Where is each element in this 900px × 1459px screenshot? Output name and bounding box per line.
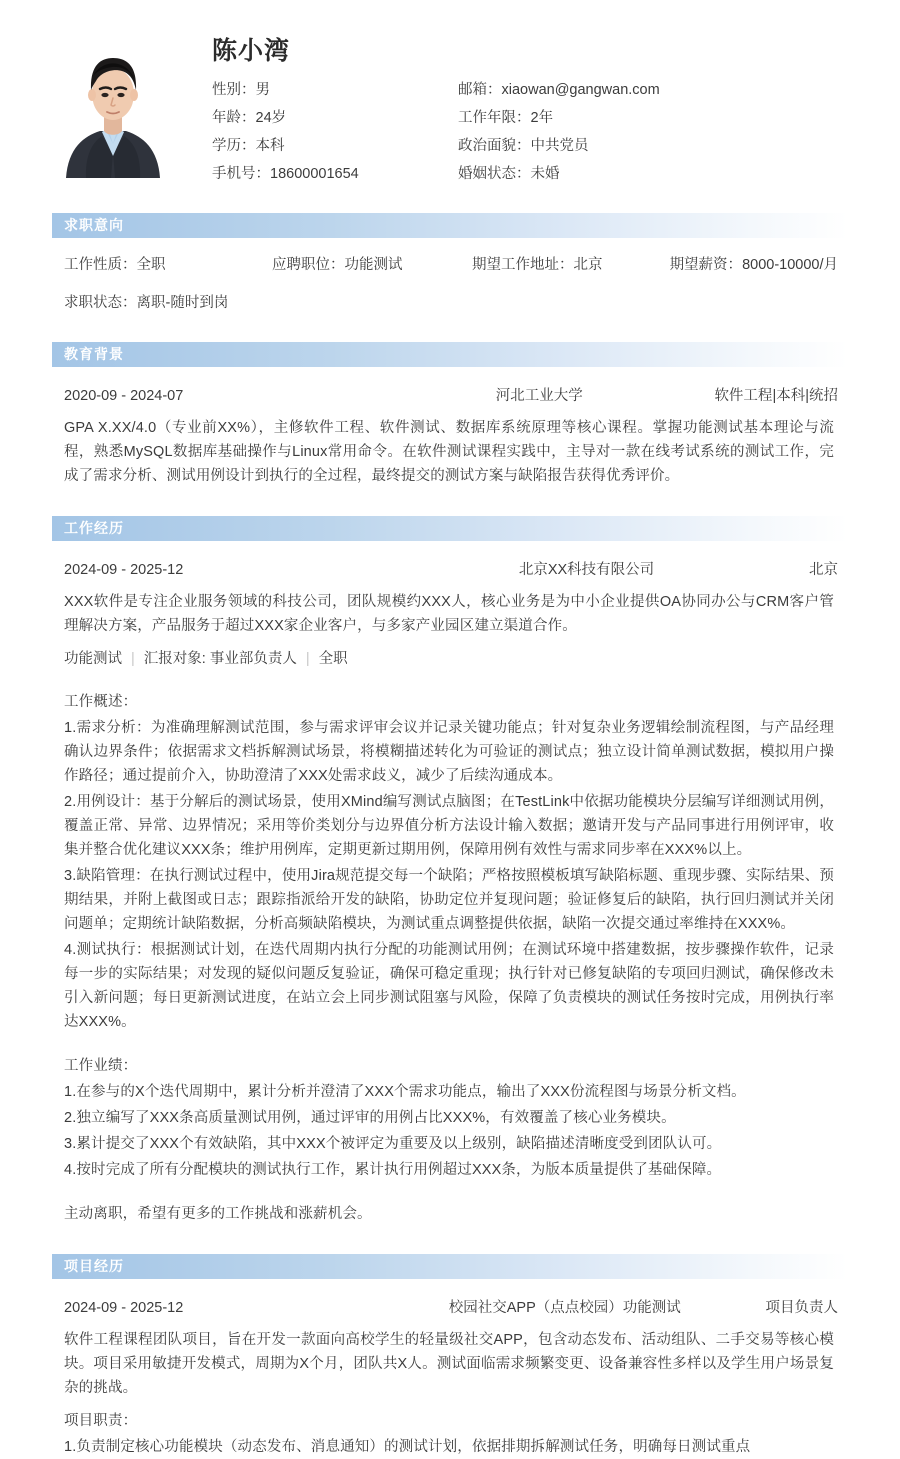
project-entry-head <box>52 1297 848 1319</box>
section-project <box>0 1254 900 1459</box>
job-intent-field <box>472 254 670 276</box>
profile-field-value: 中共党员 <box>530 137 589 154</box>
section-title-project: 项目经历 <box>64 1257 124 1274</box>
work-achievement-item: 1.在参与的X个迭代周期中，累计分析并澄清了XXX个需求功能点，输出了XXX份流程图与场景分析文档。 <box>64 1083 746 1100</box>
field-label: 期望工作地址： <box>472 256 574 273</box>
project-name: 校园社交APP（点点校园）功能测试 <box>448 1299 681 1316</box>
work-overview-title: 工作概述： <box>64 693 138 710</box>
profile-field <box>212 164 458 185</box>
field-label: 工作性质： <box>64 256 137 273</box>
profile-field-label: 性别： <box>212 81 256 98</box>
spacer <box>52 1034 848 1052</box>
profile-field-value: 24岁 <box>255 109 287 126</box>
profile-info-grid <box>212 80 848 185</box>
job-intent-field <box>64 292 272 314</box>
section-header-bar <box>52 213 848 238</box>
education-tag: 统招 <box>809 387 838 404</box>
section-title-education: 教育背景 <box>64 345 124 362</box>
job-intent-row-1 <box>52 254 848 276</box>
profile-field <box>458 164 848 185</box>
tag-separator: | <box>772 387 777 404</box>
field-label: 期望薪资： <box>669 256 743 273</box>
page-title: 陈小湾 <box>212 37 291 65</box>
work-date: 2024-09 - 2025-12 <box>64 561 184 578</box>
tag-separator: | <box>305 650 310 667</box>
profile-field <box>212 80 458 101</box>
field-label: 应聘职位： <box>272 256 345 273</box>
work-achievement-item: 4.按时完成了所有分配模块的测试执行工作，累计执行用例超过XXX条，为版本质量提供了基础保障。 <box>64 1161 722 1178</box>
profile-field-label: 工作年限： <box>458 109 531 126</box>
spacer <box>52 670 848 688</box>
avatar <box>52 32 174 178</box>
profile-field-value: 未婚 <box>530 165 560 182</box>
field-value: 离职-随时到岗 <box>136 294 229 311</box>
field-value: 北京 <box>573 256 603 273</box>
profile-field-value: xiaowan@gangwan.com <box>501 81 660 98</box>
work-location: 北京 <box>809 561 838 578</box>
work-overview-item: 4.测试执行：根据测试计划，在迭代周期内执行分配的功能测试用例；在测试环境中搭建数据，按步骤操作软件，记录每一步的实际结果；对发现的疑似问题反复验证，确保可稳定重现；执行针对已修复缺陷的专项回归测试，确保修改未引入新问题；每日更新测试进度，在站立会上同步测试阻塞与风险，保障了负责模块的测试任务按时完成，用例执行率达XXX%。 <box>64 941 834 1030</box>
tag-separator: | <box>805 387 809 404</box>
resume-header <box>0 0 900 185</box>
profile-field <box>212 136 458 157</box>
section-education <box>0 342 900 488</box>
work-company-description: XXX软件是专注企业服务领域的科技公司，团队规模约XXX人，核心业务是为中小企业提供OA协同办公与CRM客户管理解决方案，产品服务于超过XXX家企业客户，与多家产业园区建立渠道合作。 <box>64 593 834 634</box>
field-value: 8000-10000/月 <box>742 256 838 273</box>
education-tag: 本科 <box>776 387 806 404</box>
section-title-work: 工作经历 <box>64 519 124 536</box>
education-school: 河北工业大学 <box>495 387 583 404</box>
work-entry-head <box>52 559 848 581</box>
project-duty-item: 1.负责制定核心功能模块（动态发布、消息通知）的测试计划，依据排期拆解测试任务，明确每日测试重点 <box>64 1438 751 1455</box>
profile-field-label: 婚姻状态： <box>458 165 531 182</box>
profile-field-label: 年龄： <box>212 109 256 126</box>
profile-field-value: 18600001654 <box>270 165 359 182</box>
work-company: 北京XX科技有限公司 <box>518 561 655 578</box>
work-achievement-item: 3.累计提交了XXX个有效缺陷，其中XXX个被评定为重要及以上级别，缺陷描述清晰度受到团队认可。 <box>64 1135 722 1152</box>
work-overview-item: 2.用例设计：基于分解后的测试场景，使用XMind编写测试点脑图；在TestLink中依据功能模块分层编写详细测试用例，覆盖正常、异常、边界情况；采用等价类划分与边界值分析方法设计输入数据；邀请开发与产品同事进行用例评审，收集并整合优化建议XXX条；维护用例库，定期更新过期用例，保障用例有效性与需求同步率在XXX%以上。 <box>64 793 834 858</box>
section-header-bar <box>52 516 848 541</box>
job-intent-field <box>272 254 472 276</box>
field-value: 全职 <box>136 256 166 273</box>
project-description: 软件工程课程团队项目，旨在开发一款面向高校学生的轻量级社交APP，包含动态发布、活动组队、二手交易等核心模块。项目采用敏捷开发模式，周期为X个月，团队共X人。测试面临需求频繁变更、设备兼容性多样以及学生用户场景复杂的挑战。 <box>64 1331 834 1396</box>
field-label: 求职状态： <box>64 294 137 311</box>
work-tag: 全职 <box>318 650 348 667</box>
tag-separator: | <box>131 650 135 667</box>
education-date: 2020-09 - 2024-07 <box>64 387 184 404</box>
profile-field-value: 2年 <box>530 109 554 126</box>
job-intent-field <box>670 254 838 276</box>
profile-field <box>458 136 848 157</box>
header-details <box>174 30 848 185</box>
education-description: GPA X.XX/4.0（专业前XX%），主修软件工程、软件测试、数据库系统原理等核心课程。掌握功能测试基本理论与流程，熟悉MySQL数据库基础操作与Linux常用命令。在软件测试课程实践中，主导对一款在线考试系统的测试工作，完成了需求分析、测试用例设计到执行的全过程，最终提交的测试方案与缺陷报告获得优秀评价。 <box>64 419 834 484</box>
profile-field <box>458 80 848 101</box>
profile-field <box>212 108 458 129</box>
work-achievement-title: 工作业绩： <box>64 1057 138 1074</box>
profile-field-value: 本科 <box>255 137 285 154</box>
section-header-bar <box>52 342 848 367</box>
job-intent-field <box>64 254 272 276</box>
work-tags <box>52 648 848 670</box>
profile-field-label: 手机号： <box>212 165 270 182</box>
project-duty-title: 项目职责： <box>64 1412 138 1429</box>
profile-field-value: 男 <box>255 81 270 98</box>
field-value: 功能测试 <box>344 256 403 273</box>
education-entry-head <box>52 385 848 407</box>
education-tags <box>714 385 838 407</box>
portrait-photo-icon <box>52 32 174 178</box>
project-date: 2024-09 - 2025-12 <box>64 1299 184 1316</box>
work-leave-reason: 主动离职，希望有更多的工作挑战和涨薪机会。 <box>64 1205 372 1222</box>
project-role: 项目负责人 <box>765 1299 838 1316</box>
education-tag: 软件工程 <box>714 387 773 404</box>
profile-field-label: 邮箱： <box>458 81 502 98</box>
profile-field-label: 学历： <box>212 137 256 154</box>
section-work <box>0 516 900 1226</box>
job-intent-row-2 <box>52 292 848 314</box>
work-overview-item: 1.需求分析：为准确理解测试范围，参与需求评审会议并记录关键功能点；针对复杂业务逻辑绘制流程图，与产品经理确认边界条件；依据需求文档拆解测试场景，将模糊描述转化为可验证的测试点；独立设计简单测试数据，模拟用户操作路径；通过提前介入，协助澄清了XXX处需求歧义，减少了后续沟通成本。 <box>64 719 834 784</box>
section-title-job-intent: 求职意向 <box>64 216 124 233</box>
profile-field <box>458 108 848 129</box>
section-job-intent <box>0 213 900 314</box>
profile-field-label: 政治面貌： <box>458 137 531 154</box>
work-tag: 汇报对象: 事业部负责人 <box>143 650 297 667</box>
work-overview-item: 3.缺陷管理：在执行测试过程中，使用Jira规范提交每一个缺陷；严格按照模板填写缺陷标题、重现步骤、实际结果、预期结果，并附上截图或日志；跟踪指派给开发的缺陷，协助定位并复现问题；验证修复后的缺陷，执行回归测试并关闭问题单；定期统计缺陷数据，分析高频缺陷模块，为测试重点调整提供依据，缺陷一次提交通过率维持在XXX%。 <box>64 867 834 932</box>
work-achievement-item: 2.独立编写了XXX条高质量测试用例，通过评审的用例占比XXX%，有效覆盖了核心业务模块。 <box>64 1109 676 1126</box>
work-tag: 功能测试 <box>64 650 122 667</box>
